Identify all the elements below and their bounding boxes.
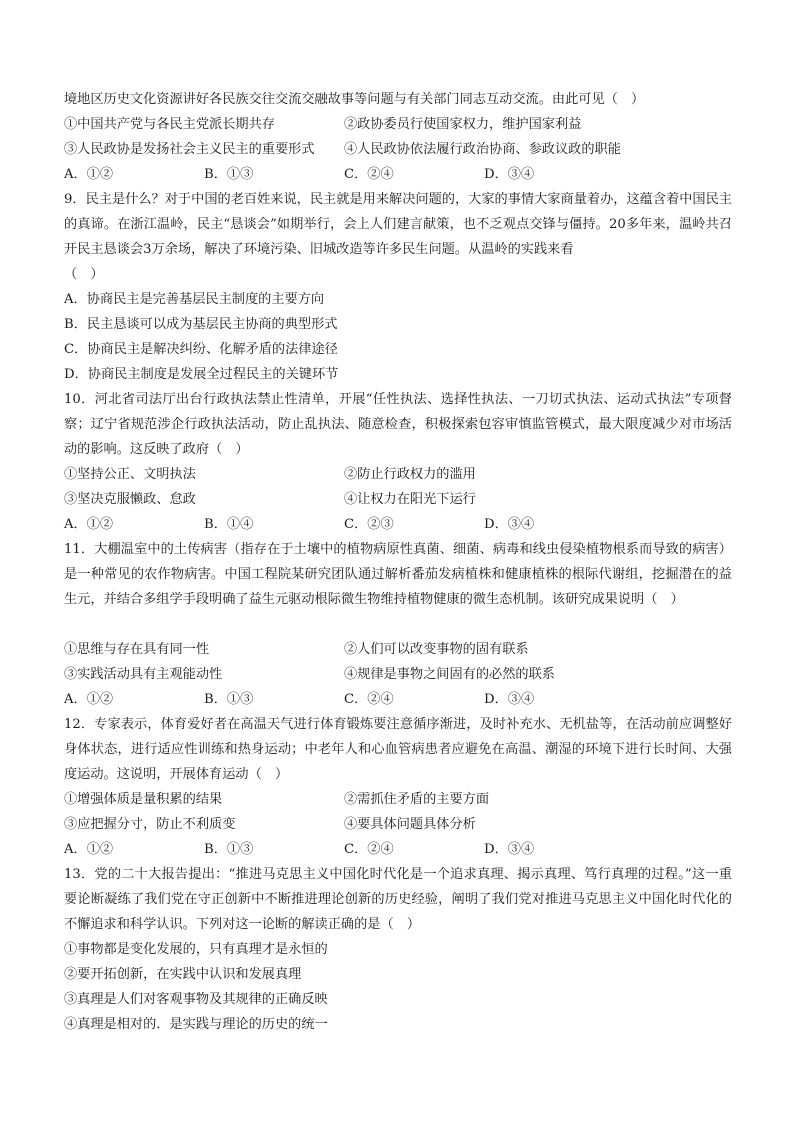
q11-statements-row-2	[64, 665, 732, 685]
q10-statement-4: ④让权力在阳光下运行	[344, 492, 476, 507]
q11-statements-row-1	[64, 640, 732, 660]
q10-choice-a[interactable]: A．①②	[64, 517, 114, 532]
q9-choice-d[interactable]: D．协商民主制度是发展全过程民主的关键环节	[64, 367, 339, 382]
q12-statement-4: ④要具体问题具体分析	[344, 817, 476, 832]
q11-statement-1: ①思维与存在具有同一性	[64, 642, 210, 657]
q11-statement-4: ④规律是事物之间固有的必然的联系	[344, 667, 555, 682]
q10-statements-row-2	[64, 490, 732, 510]
q12-answer-choices	[64, 840, 732, 860]
q13-statement-3: ③真理是人们对客观事物及其规律的正确反映	[64, 992, 328, 1007]
q8-choice-a[interactable]: A．①②	[64, 167, 114, 182]
q10-statements-row-1	[64, 465, 732, 485]
q10-stem: 10．河北省司法厅出台行政执法禁止性清单，开展“任性执法、选择性执法、一刀切式执法、运动式执法”专项督察；辽宁省规范涉企行政执法活动，防止乱执法、随意检查，积极探索包容审慎监管模式，最大限度减少对市场活动的影响。这反映了政府（ ）	[64, 392, 732, 457]
q8-choice-b[interactable]: B．①③	[204, 167, 254, 182]
q11-statement-2: ②人们可以改变事物的固有联系	[344, 642, 529, 657]
q10-choice-b[interactable]: B．①④	[204, 517, 254, 532]
q11-choice-b[interactable]: B．①③	[204, 692, 254, 707]
q11-stem: 11．大棚温室中的土传病害（指存在于土壤中的植物病原性真菌、细菌、病毒和线虫侵染植物根系而导致的病害）是一种常见的农作物病害。中国工程院某研究团队通过解析番茄发病植株和健康植株的根际代谢组，挖掘潜在的益生元，并结合多组学手段明确了益生元驱动根际微生物维持植物健康的微生态机制。该研究成果说明（ ）	[64, 542, 732, 607]
q12-statement-3: ③应把握分寸，防止不利质变	[64, 817, 236, 832]
q10-statement-1: ①坚持公正、文明执法	[64, 467, 196, 482]
q12-statement-2: ②需抓住矛盾的主要方面	[344, 792, 490, 807]
q12-statements-row-2	[64, 815, 732, 835]
q10-choice-c[interactable]: C．②③	[344, 517, 394, 532]
q12-choice-d[interactable]: D．③④	[484, 842, 535, 857]
q11-answer-choices	[64, 690, 732, 710]
q8-statement-3: ③人民政协是发扬社会主义民主的重要形式	[64, 142, 315, 157]
q9-stem: 9．民主是什么？对于中国的老百姓来说，民主就是用来解决问题的，大家的事情大家商量着办，这蕴含着中国民主的真谛。在浙江温岭，民主“恳谈会”如期举行，会上人们建言献策，也不乏观点交锋与僵持。20多年来，温岭共召开民主恳谈会3万余场，解决了环境污染、旧城改造等许多民生问题。从温岭的实践来看	[64, 192, 732, 257]
q13-statement-4: ④真理是相对的．是实践与理论的历史的统一	[64, 1017, 328, 1032]
q9-choice-b[interactable]: B．民主恳谈可以成为基层民主协商的典型形式	[64, 317, 338, 332]
q12-choice-c[interactable]: C．②④	[344, 842, 394, 857]
q13-statement-2: ②要开拓创新，在实践中认识和发展真理	[64, 967, 302, 982]
q11-choice-a[interactable]: A．①②	[64, 692, 114, 707]
q11-statement-3: ③实践活动具有主观能动性	[64, 667, 223, 682]
q10-answer-choices	[64, 515, 732, 535]
q13-stem: 13．党的二十大报告提出：“推进马克思主义中国化时代化是一个追求真理、揭示真理、笃行真理的过程。”这一重要论断凝练了我们党在守正创新中不断推进理论创新的历史经验，阐明了我们党对推进马克思主义中国化时代化的不懈追求和科学认识。下列对这一论断的解读正确的是（ ）	[64, 867, 732, 932]
q9-choice-c[interactable]: C．协商民主是解决纠纷、化解矛盾的法律途径	[64, 342, 338, 357]
q12-statements-row-1	[64, 790, 732, 810]
q12-choice-b[interactable]: B．①③	[204, 842, 254, 857]
q8-statements-row-2	[64, 140, 732, 160]
q9-answer-paren: （ ）	[64, 267, 104, 282]
q12-statement-1: ①增强体质是量积累的结果	[64, 792, 223, 807]
q8-statements-row-1	[64, 115, 732, 135]
q12-choice-a[interactable]: A．①②	[64, 842, 114, 857]
q8-choice-d[interactable]: D．③④	[484, 167, 535, 182]
q8-choice-c[interactable]: C．②④	[344, 167, 394, 182]
q8-statement-4: ④人民政协依法履行政治协商、参政议政的职能	[344, 142, 621, 157]
q11-choice-c[interactable]: C．②④	[344, 692, 394, 707]
q10-choice-d[interactable]: D．③④	[484, 517, 535, 532]
q12-stem: 12．专家表示，体育爱好者在高温天气进行体育锻炼要注意循序渐进，及时补充水、无机盐等，在活动前应调整好身体状态，进行适应性训练和热身运动；中老年人和心血管病患者应避免在高温、潮湿的环境下进行长时间、大强度运动。这说明，开展体育运动（ ）	[64, 717, 732, 782]
q8-statement-1: ①中国共产党与各民主党派长期共存	[64, 117, 275, 132]
q10-statement-3: ③坚决克服懒政、怠政	[64, 492, 196, 507]
q13-statement-1: ①事物都是变化发展的，只有真理才是永恒的	[64, 942, 328, 957]
q10-statement-2: ②防止行政权力的滥用	[344, 467, 476, 482]
q8-stem-tail: 境地区历史文化资源讲好各民族交往交流交融故事等问题与有关部门同志互动交流。由此可见（ ）	[64, 92, 645, 107]
q8-answer-choices	[64, 165, 732, 185]
q9-choice-a[interactable]: A．协商民主是完善基层民主制度的主要方向	[64, 292, 325, 307]
q8-statement-2: ②政协委员行使国家权力，维护国家利益	[344, 117, 582, 132]
q11-choice-d[interactable]: D．③④	[484, 692, 535, 707]
